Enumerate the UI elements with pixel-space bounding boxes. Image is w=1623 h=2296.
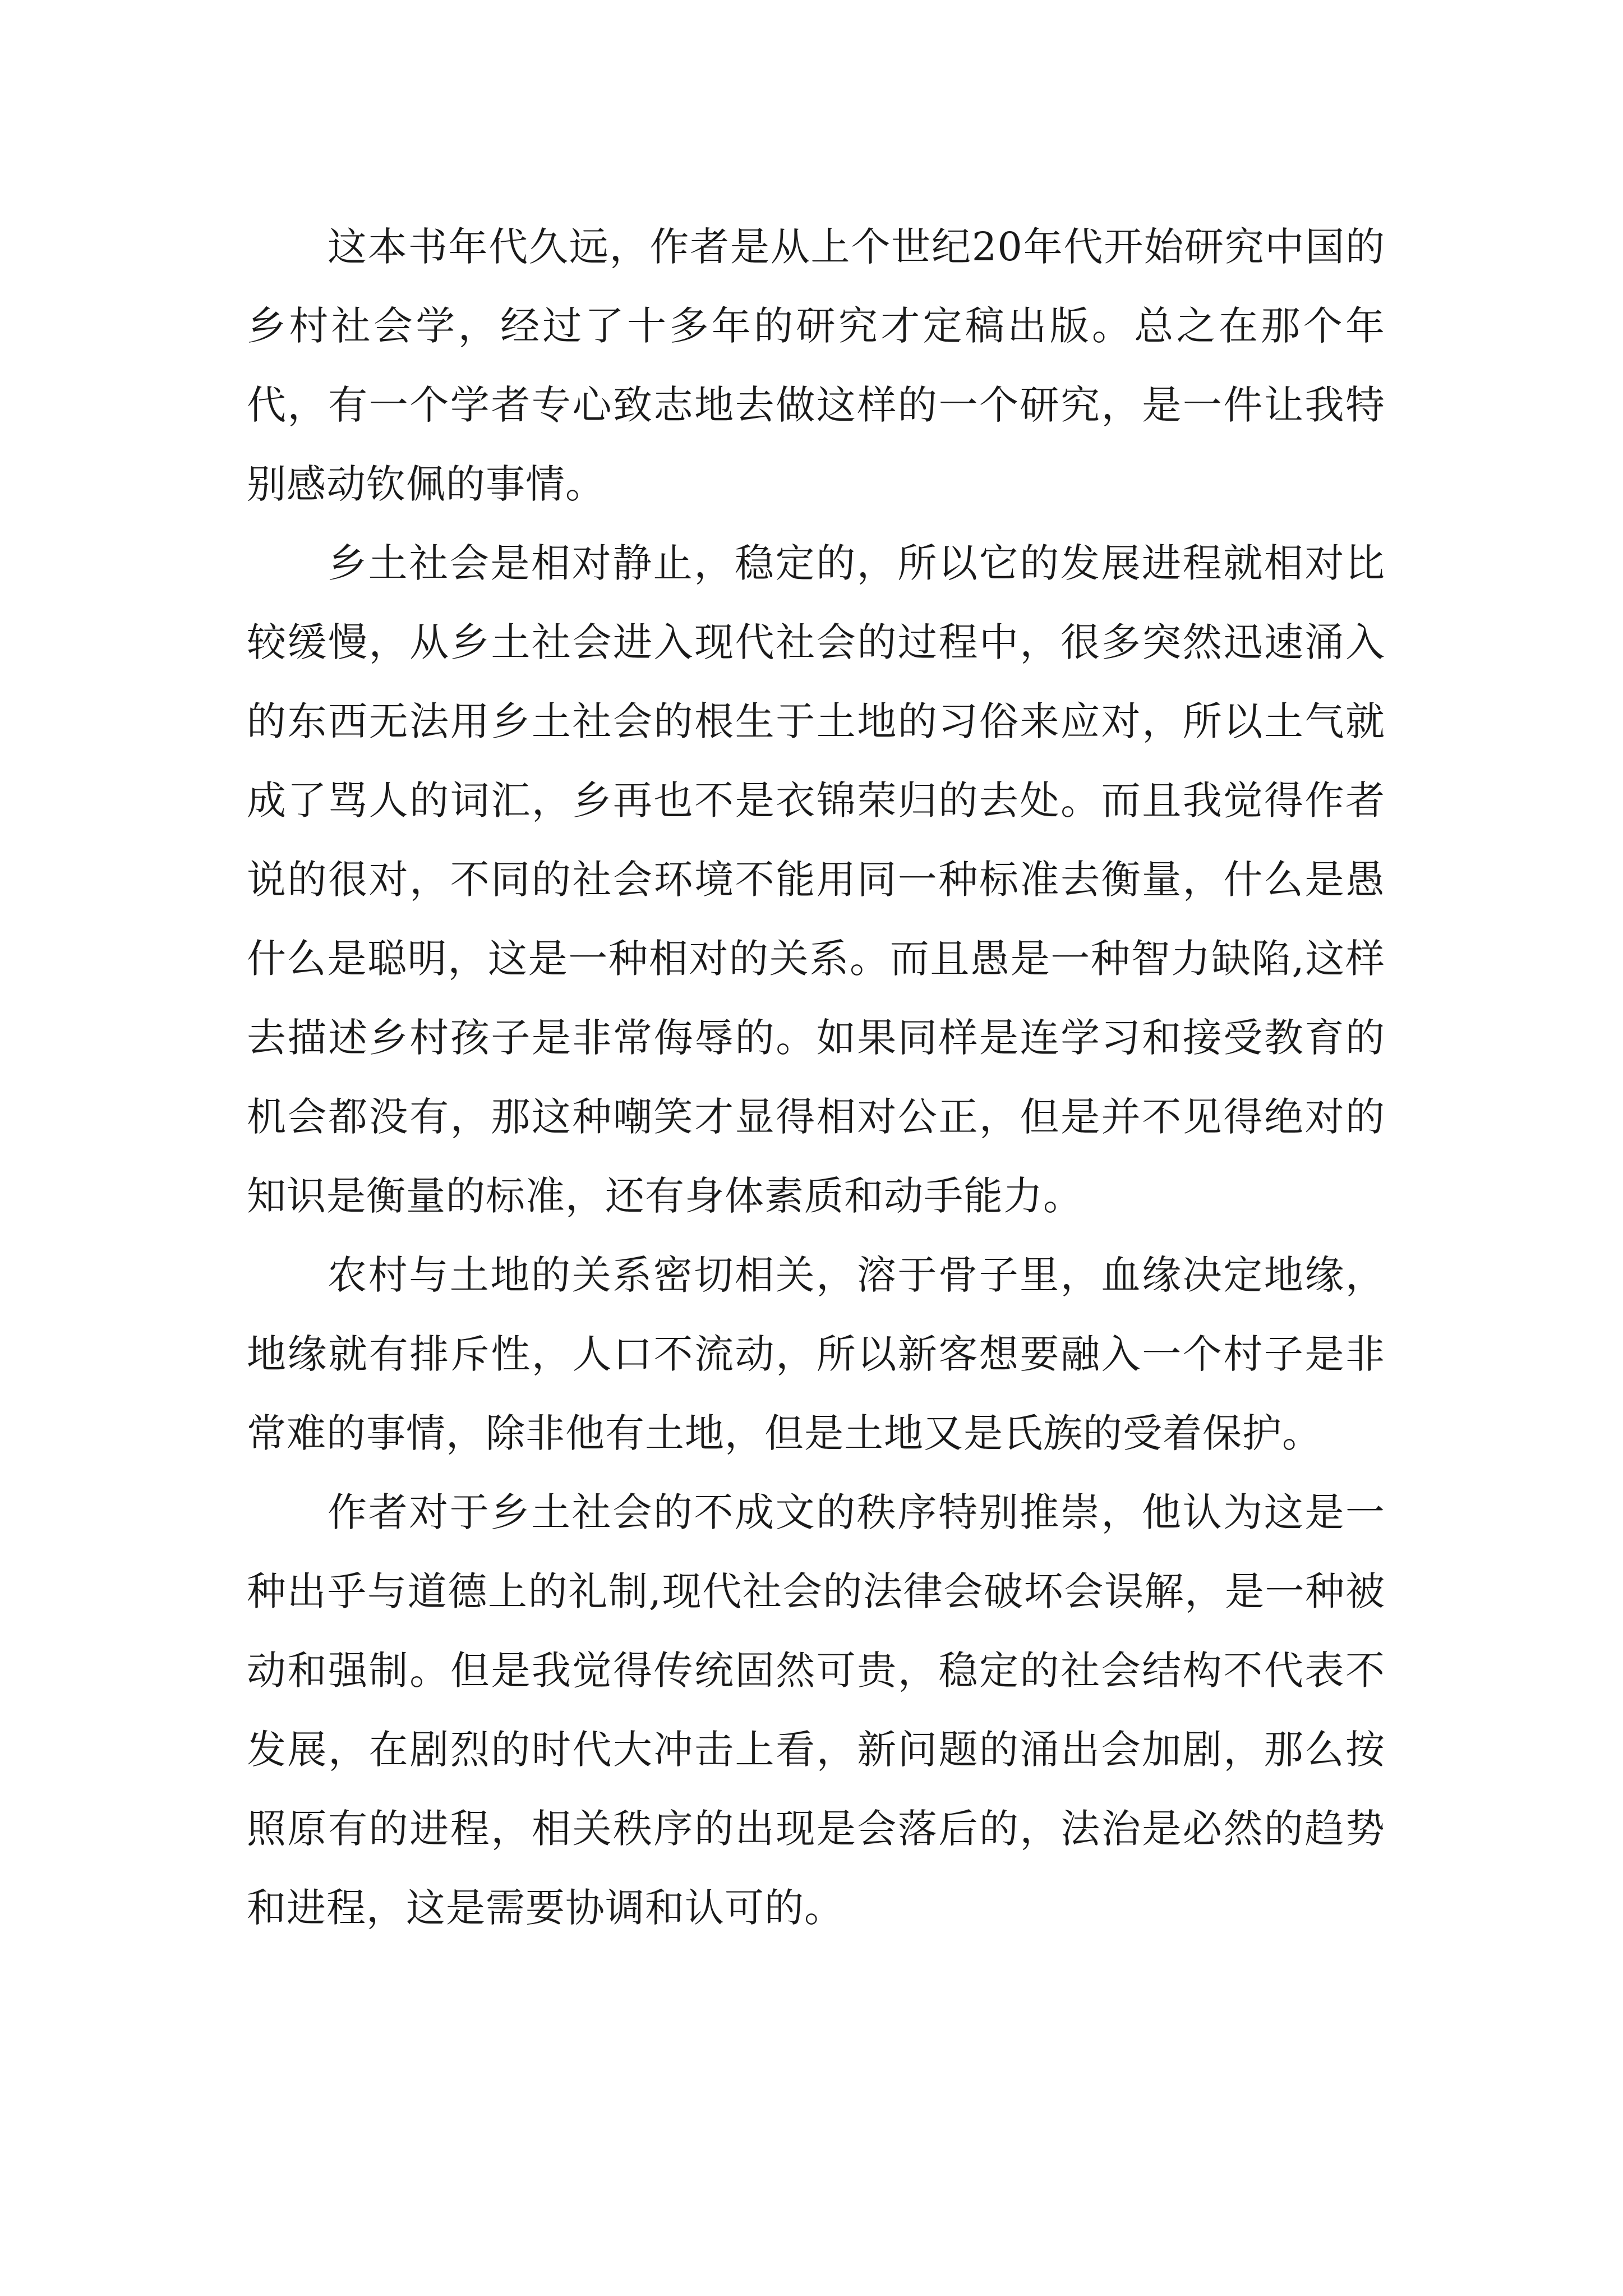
body-text	[247, 208, 1385, 1948]
paragraph-1: 这本书年代久远，作者是从上个世纪20年代开始研究中国的乡村社会学，经过了十多年的研究才定稿出版。总之在那个年代，有一个学者专心致志地去做这样的一个研究，是一件让我特别感动钦佩的事情。	[247, 224, 1385, 507]
paragraph-4: 作者对于乡土社会的不成文的秩序特别推崇，他认为这是一种出乎与道德上的礼制,现代社会的法律会破坏会误解，是一种被动和强制。但是我觉得传统固然可贵，稳定的社会结构不代表不发展，在剧烈的时代大冲击上看，新问题的涌出会加剧，那么按照原有的进程，相关秩序的出现是会落后的，法治是必然的趋势和进程，这是需要协调和认可的。	[247, 1489, 1385, 1931]
paragraph-3: 农村与土地的关系密切相关，溶于骨子里，血缘决定地缘，地缘就有排斥性，人口不流动，所以新客想要融入一个村子是非常难的事情，除非他有土地，但是土地又是氏族的受着保护。	[247, 1252, 1385, 1456]
paragraph-2: 乡土社会是相对静止，稳定的，所以它的发展进程就相对比较缓慢，从乡土社会进入现代社会的过程中，很多突然迅速涌入的东西无法用乡土社会的根生于土地的习俗来应对，所以土气就成了骂人的词汇，乡再也不是衣锦荣归的去处。而且我觉得作者说的很对，不同的社会环境不能用同一种标准去衡量，什么是愚什么是聪明，这是一种相对的关系。而且愚是一种智力缺陷,这样去描述乡村孩子是非常侮辱的。如果同样是连学习和接受教育的机会都没有，那这种嘲笑才显得相对公正，但是并不见得绝对的知识是衡量的标准，还有身体素质和动手能力。	[247, 540, 1385, 1219]
